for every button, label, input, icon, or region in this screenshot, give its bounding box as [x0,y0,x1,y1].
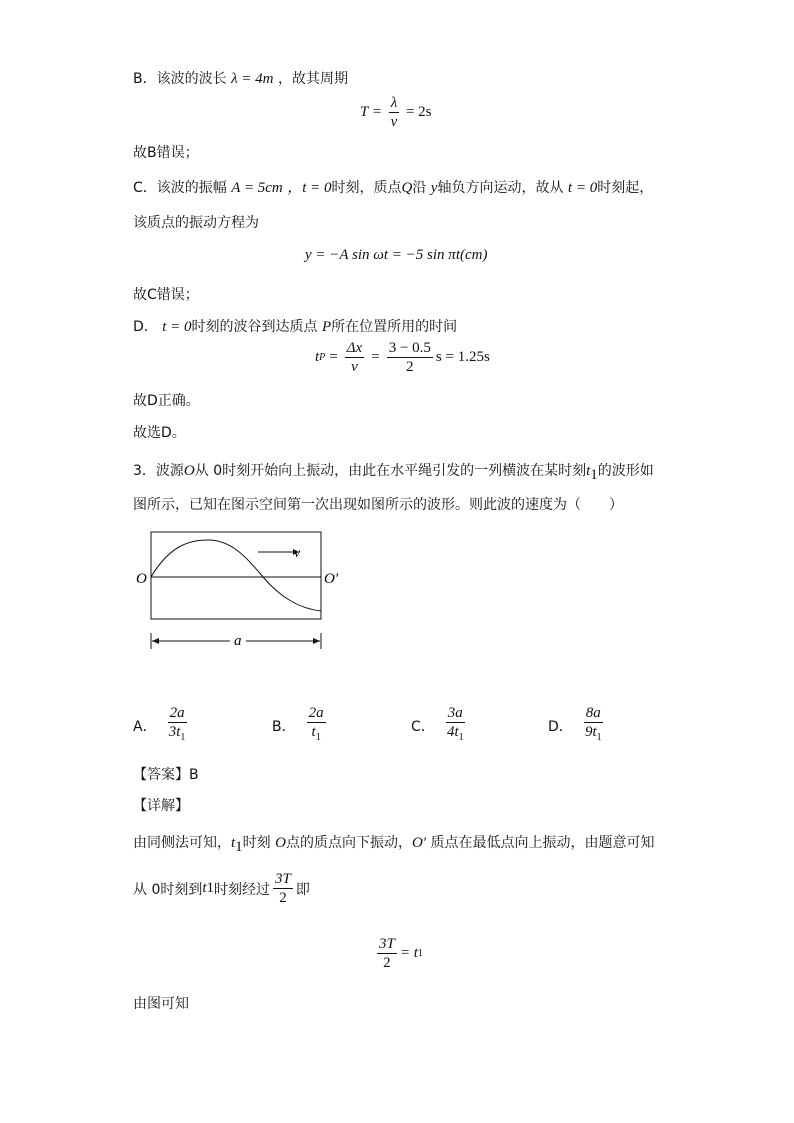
text: 轴负方向运动，故从 [437,180,564,196]
formula-time [315,339,490,376]
text: 沿 [412,180,427,196]
fraction [377,935,397,972]
option-fraction [446,704,465,747]
numerator: 2a [169,705,185,721]
label-O-prime: O′ [324,571,339,587]
equation-rhs: = t [399,945,418,961]
numerator: 3T [379,936,395,952]
denominator: v [351,359,358,375]
text: 质点在最低点向上振动，由题意可知 [430,835,655,851]
line-c-intro [133,176,653,197]
line-d-conclusion: 故D正确。 [133,393,200,409]
denominator: 2 [383,955,391,971]
line-b-conclusion: 故B错误； [133,145,199,161]
var-t: t [202,880,207,896]
formula-lhs: T = [360,103,382,120]
subscript: 1 [180,732,186,743]
var-O-prime: O′ [411,835,427,851]
option-letter: B． [272,718,296,735]
explanation-line1 [133,832,655,856]
var-y: y [430,180,438,196]
text: 从 0时刻到 [133,881,203,898]
text: D． [133,319,158,335]
equals: = [371,349,380,365]
numerator: 2a [308,705,324,721]
denominator: 2 [406,359,414,375]
label-a: a [234,633,242,649]
text: 时刻起， [597,180,654,196]
subscript: 1 [235,838,243,855]
subscript: 1 [458,732,464,743]
t0-value: ，t = 0 [287,180,332,196]
formula-vibration: y = −A sin ωt = −5 sin πt(cm) [305,247,488,263]
numerator: 3 − 0.5 [388,340,431,356]
dim-arrow-left [152,638,159,644]
q3-line1 [133,460,654,484]
explanation-line2 [133,870,310,907]
numerator: λ [390,95,398,111]
line-d-intro [133,316,457,336]
option-letter: C． [411,718,435,735]
option-b[interactable] [272,704,329,747]
q3-line2: 图所示，已知在图示空间第一次出现如图所示的波形。则此波的速度为（ ） [133,497,623,513]
fraction-1 [345,339,364,376]
var-O: O [275,835,286,851]
explanation-last: 由图可知 [133,996,189,1012]
subscript: 1 [315,732,321,743]
fraction [389,94,400,131]
line-b-intro [133,68,348,88]
var-t: t [231,835,236,851]
text: B．该波的波长 [133,71,227,87]
lambda-value: λ = 4m [231,71,274,87]
label-O: O [136,571,147,587]
option-c[interactable] [411,704,468,747]
label-v: v [294,546,301,561]
formula-period [360,94,432,131]
detail-label: 【详解】 [133,798,189,814]
denominator: t [311,724,316,740]
line-c-conclusion: 故C错误； [133,287,199,303]
dim-arrow-right [313,638,320,644]
option-fraction [584,704,603,747]
subscript: 1 [596,732,602,743]
text: ，故其周期 [277,71,348,87]
numerator: 8a [585,705,601,721]
subscript: P [319,352,326,363]
option-letter: A． [133,718,157,735]
option-letter: D． [548,718,573,735]
text: 时刻经过 [214,881,271,898]
equation-period-time [374,935,423,972]
var-t: t [586,463,591,479]
numerator: Δx [346,340,363,356]
denominator: 3t [168,724,181,740]
text: 从 0时刻开始向上振动，由此在水平绳引发的一列横波在某时刻 [194,463,587,479]
text: 由同侧法可知， [133,835,231,851]
answer-label: 【答案】B [133,767,199,783]
formula-rhs: = 2s [405,103,432,120]
var-P: P [321,319,332,335]
option-a[interactable] [133,704,190,747]
denominator: 2 [279,890,287,906]
subscript: 1 [206,880,215,896]
denominator: v [390,114,398,130]
text: 即 [295,881,310,898]
formula-rhs: s = 1.25s [435,349,490,365]
text: 所在位置所用的时间 [331,319,458,335]
numerator: 3a [447,705,463,721]
t0-value: t = 0 [567,180,598,196]
var-O: O [183,463,195,479]
text: C．该波的振幅 [133,180,227,196]
text: 时刻，质点 [331,180,402,196]
numerator: 3T [275,871,291,887]
option-fraction [168,704,187,747]
denominator: 4t [446,724,459,740]
formula-lhs: t [315,349,320,365]
var-Q: Q [401,180,413,196]
amp-value: A = 5cm [231,180,283,196]
line-c-line2: 该质点的振动方程为 [133,215,259,231]
text: 3．波源 [133,463,184,479]
fraction-2 [387,339,433,376]
denominator: 9t [584,724,597,740]
equals: = [329,349,338,365]
option-d[interactable] [548,704,606,747]
option-fraction [307,704,326,747]
text: 的波形如 [597,463,654,479]
text: 时刻的波谷到达质点 [191,319,318,335]
wave-figure [130,525,339,655]
subscript: 1 [417,948,423,959]
t0-value: t = 0 [162,319,192,335]
text: 点的质点向下振动， [285,835,412,851]
answer-choice: 故选D。 [133,425,186,441]
text: 时刻 [242,835,271,851]
subscript: 1 [590,466,598,483]
fraction [273,870,293,907]
